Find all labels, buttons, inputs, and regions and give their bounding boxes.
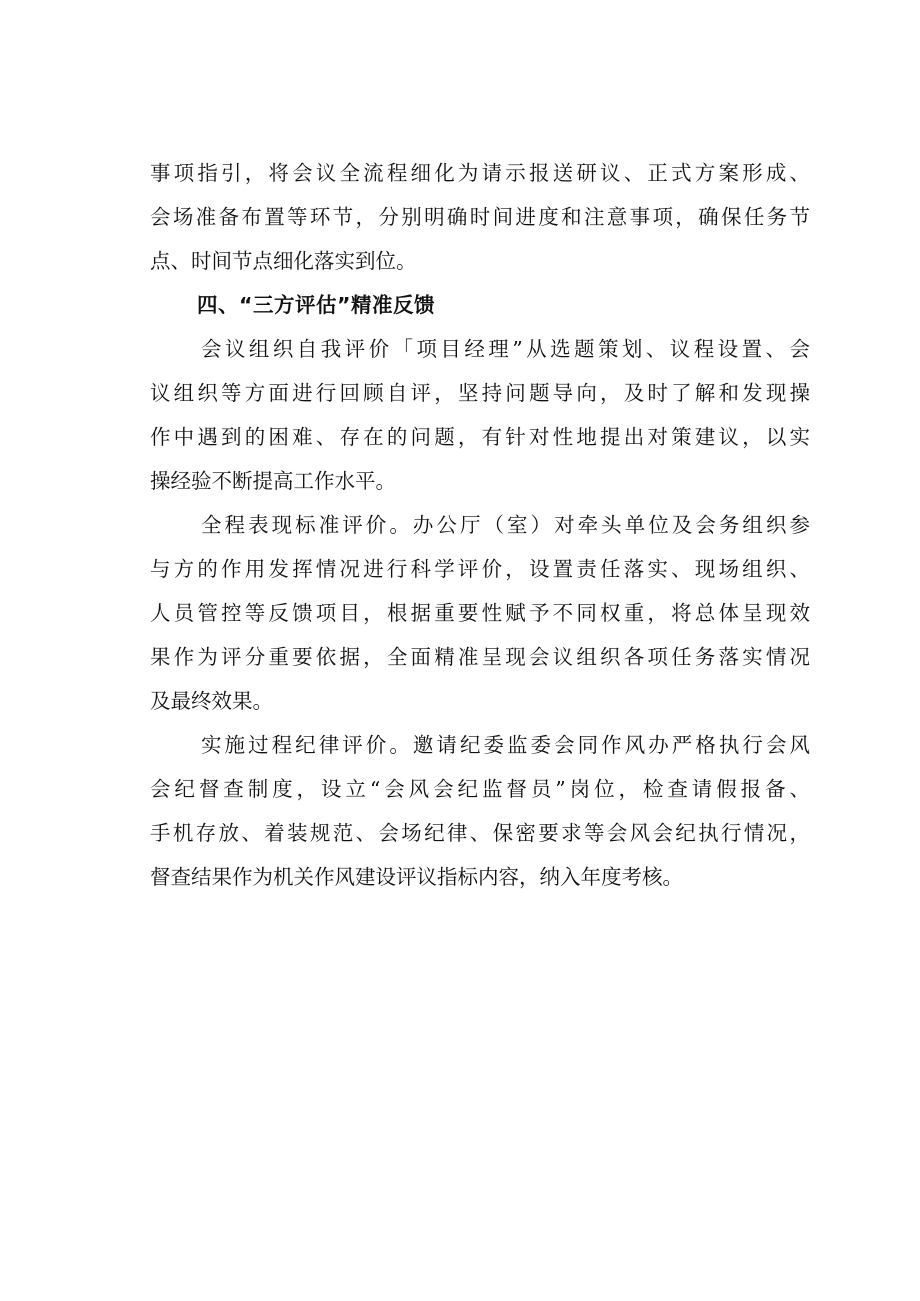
text-line: 操经验不断提高工作水平。 (150, 469, 396, 493)
text-line: 手机存放、着装规范、会场纪律、保密要求等会风会纪执行情况， (150, 821, 810, 845)
document-body (150, 151, 810, 899)
paragraph-discipline-evaluation (150, 723, 810, 899)
text-line: 及最终效果。 (150, 689, 273, 713)
text-line: 督查结果作为机关作风建设评议指标内容，纳入年度考核。 (150, 865, 683, 889)
intro-paragraph (150, 151, 810, 283)
paragraph-self-evaluation (150, 327, 810, 503)
text-line: 全程表现标准评价。办公厅（室）对牵头单位及会务组织参 (201, 513, 810, 537)
text-line: 人员管控等反馈项目，根据重要性赋予不同权重，将总体呈现效 (150, 601, 810, 625)
text-line: 果作为评分重要依据，全面精准呈现会议组织各项任务落实情况 (150, 645, 810, 669)
section-heading: 四、“三方评估”精准反馈 (197, 293, 435, 317)
paragraph-performance-evaluation (150, 503, 810, 723)
text-line: 会纪督查制度，设立“会风会纪监督员”岗位，检查请假报备、 (150, 777, 810, 801)
text-line: 作中遇到的困难、存在的问题，有针对性地提出对策建议，以实 (150, 425, 810, 449)
text-line: 事项指引，将会议全流程细化为请示报送研议、正式方案形成、 (150, 161, 810, 185)
text-line: 与方的作用发挥情况进行科学评价，设置责任落实、现场组织、 (150, 557, 810, 581)
text-line: 议组织等方面进行回顾自评，坚持问题导向，及时了解和发现操 (150, 381, 810, 405)
text-line: 会议组织自我评价「项目经理”从选题策划、议程设置、会 (201, 337, 810, 361)
text-line: 会场准备布置等环节，分别明确时间进度和注意事项，确保任务节 (150, 205, 810, 229)
text-line: 实施过程纪律评价。邀请纪委监委会同作风办严格执行会风 (201, 733, 810, 757)
text-line: 点、时间节点细化落实到位。 (150, 249, 417, 273)
